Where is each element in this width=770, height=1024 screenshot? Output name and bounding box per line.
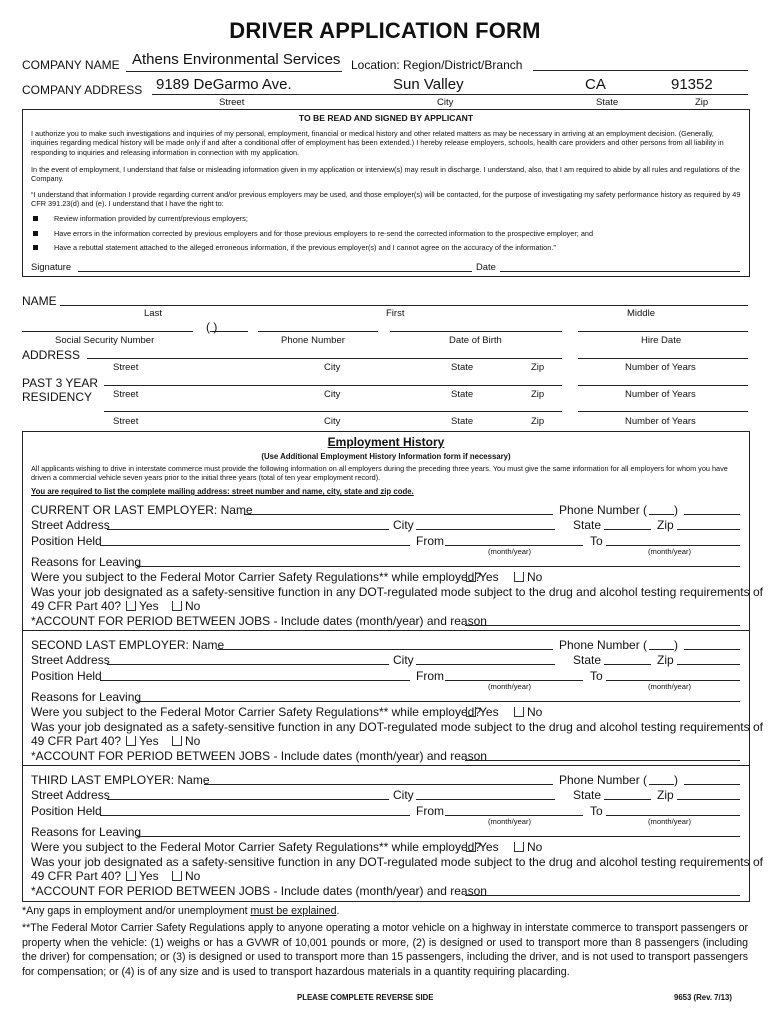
- dot-question-line-2: 49 CFR Part 40?: [31, 734, 122, 748]
- employer-state-label: State: [573, 518, 602, 532]
- zip-caption: Zip: [695, 97, 709, 108]
- account-period-field[interactable]: [465, 760, 740, 761]
- employment-required-note: You are required to list the complete mailing address: street number and name, city, state and zip code.: [31, 487, 414, 496]
- employer-city-field[interactable]: [416, 529, 555, 530]
- fmcsr-no-option[interactable]: [514, 705, 542, 719]
- company-name-value: Athens Environmental Services: [132, 51, 341, 68]
- account-period-field[interactable]: [465, 895, 740, 896]
- employer-position-field[interactable]: [100, 545, 410, 546]
- past-years-1-field[interactable]: [578, 385, 748, 386]
- zip-caption: Zip: [531, 362, 545, 373]
- employer-phone-field[interactable]: [684, 649, 740, 650]
- employer-divider: [22, 765, 749, 766]
- employer-street-field[interactable]: [107, 799, 389, 800]
- yes-label: Yes: [139, 869, 159, 883]
- dot-yes-option[interactable]: [126, 869, 159, 883]
- employer-name-label: THIRD LAST EMPLOYER: Name: [31, 773, 210, 787]
- employer-from-field[interactable]: [445, 545, 583, 546]
- middle-caption: Middle: [627, 308, 655, 319]
- checkbox-icon[interactable]: [466, 707, 476, 717]
- company-zip-value: 91352: [671, 76, 713, 93]
- reasons-label: Reasons for Leaving: [31, 825, 142, 839]
- to-monthyear-caption: (month/year): [648, 817, 692, 826]
- street-caption: Street: [219, 97, 245, 108]
- employer-from-label: From: [416, 534, 444, 548]
- employer-zip-field[interactable]: [677, 799, 740, 800]
- checkbox-icon[interactable]: [172, 736, 182, 746]
- employment-subheading: (Use Additional Employment History Information form if necessary): [261, 452, 511, 461]
- zip-caption: Zip: [531, 389, 545, 400]
- reasons-field[interactable]: [137, 701, 740, 702]
- reverse-side-note: PLEASE COMPLETE REVERSE SIDE: [297, 993, 434, 1002]
- company-address-label: COMPANY ADDRESS: [22, 83, 143, 97]
- street-caption: Street: [113, 416, 139, 427]
- yes-label: Yes: [479, 705, 499, 719]
- dot-question-line-2: 49 CFR Part 40?: [31, 869, 122, 883]
- checkbox-icon[interactable]: [172, 871, 182, 881]
- consent-paragraph-3: “I understand that information I provide regarding current and/or previous employers may be used, and those employer(s) will be contacted, for the purpose of investigating my safety performance history as required by 49 CFR 391.23(d) and (e). I understand that I have the right to:: [31, 190, 741, 209]
- signature-label: Signature: [31, 261, 72, 272]
- employer-to-label: To: [590, 804, 603, 818]
- gaps-note-emphasis: must be explained: [250, 905, 337, 917]
- checkbox-icon[interactable]: [126, 601, 136, 611]
- employer-area-code-field[interactable]: [649, 514, 674, 515]
- city-caption: City: [324, 362, 341, 373]
- company-state-value: CA: [585, 76, 606, 93]
- employer-street-field[interactable]: [107, 664, 389, 665]
- employer-phone-close: ): [674, 503, 678, 517]
- employer-phone-label: Phone Number (: [559, 773, 648, 787]
- street-caption: Street: [113, 362, 139, 373]
- no-label: No: [527, 705, 543, 719]
- consent-right-2: Have errors in the information corrected by previous employers and for those previous employers to re-send the corrected information to the prospective employer; and: [54, 229, 594, 238]
- ssn-field[interactable]: [22, 331, 193, 332]
- address-field[interactable]: [87, 358, 562, 359]
- employer-zip-label: Zip: [657, 788, 674, 802]
- employer-phone-close: ): [674, 638, 678, 652]
- employer-zip-field[interactable]: [677, 529, 740, 530]
- company-name-label: COMPANY NAME: [22, 58, 120, 72]
- account-period-label: *ACCOUNT FOR PERIOD BETWEEN JOBS - Include dates (month/year) and reason: [31, 614, 487, 628]
- dot-no-option[interactable]: [172, 734, 200, 748]
- no-label: No: [527, 570, 543, 584]
- account-period-label: *ACCOUNT FOR PERIOD BETWEEN JOBS - Include dates (month/year) and reason: [31, 749, 487, 763]
- checkbox-icon[interactable]: [514, 842, 524, 852]
- reasons-label: Reasons for Leaving: [31, 690, 142, 704]
- location-label: Location: Region/District/Branch: [351, 58, 523, 72]
- dot-question-line-2: 49 CFR Part 40?: [31, 599, 122, 613]
- employer-position-label: Position Held: [31, 534, 102, 548]
- employer-state-label: State: [573, 653, 602, 667]
- employer-state-field[interactable]: [604, 799, 651, 800]
- checkbox-icon[interactable]: [514, 707, 524, 717]
- no-label: No: [527, 840, 543, 854]
- city-caption: City: [437, 97, 454, 108]
- employer-zip-field[interactable]: [677, 664, 740, 665]
- date-label: Date: [476, 261, 496, 272]
- consent-paragraph-2: In the event of employment, I understand that false or misleading information given in my application or interview(s) may result in discharge. I understand, also, that I am required to abide by all rules and regulations of the Company.: [31, 165, 740, 184]
- fmcsr-yes-option[interactable]: [466, 570, 499, 584]
- fmcsr-question: Were you subject to the Federal Motor Carrier Safety Regulations** while employed?: [31, 840, 481, 854]
- bullet-icon: [33, 231, 38, 236]
- employer-name-label: SECOND LAST EMPLOYER: Name: [31, 638, 225, 652]
- employer-name-field[interactable]: [244, 514, 553, 515]
- street-caption: Street: [113, 389, 139, 400]
- employer-city-label: City: [393, 788, 414, 802]
- from-monthyear-caption: (month/year): [488, 547, 532, 556]
- employer-position-field[interactable]: [100, 680, 410, 681]
- city-caption: City: [324, 389, 341, 400]
- form-number: 9653 (Rev. 7/13): [674, 993, 732, 1002]
- years-caption: Number of Years: [625, 362, 696, 373]
- yes-label: Yes: [479, 570, 499, 584]
- employer-name-label: CURRENT OR LAST EMPLOYER: Name: [31, 503, 253, 517]
- yes-label: Yes: [139, 734, 159, 748]
- employer-phone-field[interactable]: [684, 784, 740, 785]
- checkbox-icon[interactable]: [466, 572, 476, 582]
- gaps-note-end: .: [336, 905, 340, 917]
- employer-to-field[interactable]: [606, 680, 740, 681]
- employer-area-code-field[interactable]: [649, 649, 674, 650]
- employer-zip-label: Zip: [657, 653, 674, 667]
- no-label: No: [185, 734, 201, 748]
- reasons-field[interactable]: [137, 566, 740, 567]
- past-residency-label-2: RESIDENCY: [22, 390, 93, 404]
- company-street-value: 9189 DeGarmo Ave.: [156, 76, 292, 93]
- state-caption: State: [451, 389, 474, 400]
- employer-to-field[interactable]: [606, 815, 740, 816]
- employer-to-label: To: [590, 669, 603, 683]
- no-label: No: [185, 599, 201, 613]
- gaps-note: [22, 905, 339, 917]
- fmcsr-question: Were you subject to the Federal Motor Carrier Safety Regulations** while employed?: [31, 705, 481, 719]
- dob-caption: Date of Birth: [449, 335, 502, 346]
- employment-intro: All applicants wishing to drive in interstate commerce must provide the following information on all employers during the preceding three years. You must give the same information for all employers for whom you have driven a commercial vehicle seven years prior to the initial three years (total of ten year employment record).: [31, 464, 728, 483]
- employer-city-field[interactable]: [416, 799, 555, 800]
- dot-yes-option[interactable]: [126, 599, 159, 613]
- signature-field[interactable]: [78, 271, 472, 272]
- state-caption: State: [596, 97, 619, 108]
- dot-yes-option[interactable]: [126, 734, 159, 748]
- form-title: DRIVER APPLICATION FORM: [229, 18, 541, 43]
- to-monthyear-caption: (month/year): [648, 682, 692, 691]
- employer-city-field[interactable]: [416, 664, 555, 665]
- dot-no-option[interactable]: [172, 599, 200, 613]
- employer-state-field[interactable]: [604, 529, 651, 530]
- account-period-field[interactable]: [465, 625, 740, 626]
- phone-field[interactable]: [258, 331, 378, 332]
- employer-divider: [22, 630, 749, 631]
- employer-zip-label: Zip: [657, 518, 674, 532]
- consent-heading: TO BE READ AND SIGNED BY APPLICANT: [298, 113, 474, 123]
- employer-phone-close: ): [674, 773, 678, 787]
- company-name-field[interactable]: [126, 71, 342, 72]
- fmcsr-yes-option[interactable]: [466, 705, 499, 719]
- state-caption: State: [451, 362, 474, 373]
- date-field[interactable]: [500, 271, 740, 272]
- bullet-icon: [33, 245, 38, 250]
- checkbox-icon[interactable]: [126, 871, 136, 881]
- employer-phone-label: Phone Number (: [559, 503, 648, 517]
- checkbox-icon[interactable]: [514, 572, 524, 582]
- first-caption: First: [386, 308, 405, 319]
- area-code-field[interactable]: [210, 331, 248, 332]
- employer-name-field[interactable]: [204, 784, 553, 785]
- state-caption: State: [451, 416, 474, 427]
- address-label: ADDRESS: [22, 348, 81, 362]
- employer-phone-field[interactable]: [684, 514, 740, 515]
- phone-caption: Phone Number: [281, 335, 345, 346]
- from-monthyear-caption: (month/year): [488, 682, 532, 691]
- consent-paragraph-1: I authorize you to make such investigations and inquiries of my personal, employment, financial or medical history and other related matters as may be necessary in arriving at an employment decision. (Generally, inquiries regarding medical history will be made only if and after a conditional offer of employment has been extended.) I hereby release employers, schools, health care providers and other persons from all liability in responding to inquiries and releasing information in connection with my application.: [31, 129, 724, 157]
- consent-right-1: Review information provided by current/previous employers;: [54, 214, 248, 223]
- employer-street-label: Street Address: [31, 788, 110, 802]
- yes-label: Yes: [139, 599, 159, 613]
- employer-state-field[interactable]: [604, 664, 651, 665]
- checkbox-icon[interactable]: [126, 736, 136, 746]
- dot-no-option[interactable]: [172, 869, 200, 883]
- dot-question-line-1: Was your job designated as a safety-sensitive function in any DOT-regulated mode subject to the drug and alcohol testing requirements of: [31, 585, 763, 599]
- checkbox-icon[interactable]: [466, 842, 476, 852]
- employer-position-label: Position Held: [31, 804, 102, 818]
- employment-heading: Employment History: [327, 435, 445, 449]
- hire-date-field[interactable]: [578, 331, 748, 332]
- employer-city-label: City: [393, 653, 414, 667]
- fmcsr-footnote: **The Federal Motor Carrier Safety Regulations apply to anyone operating a motor vehicle on a highway in interstate commerce to transport passengers or property when the vehicle: (1) weighs or has a GVWR of 10,001 pounds or more, (2) is designed or used to transport more than 8 passengers (including the driver) for compensation; or (3) is designed or used to transport more than 15 passengers, including the driver, and is not used to transport passengers for compensation; or (4) is of any size and is used to transport hazardous materials in a quantity requiring placarding.: [22, 922, 748, 978]
- name-label: NAME: [22, 294, 57, 308]
- employer-to-field[interactable]: [606, 545, 740, 546]
- no-label: No: [185, 869, 201, 883]
- employer-street-field[interactable]: [107, 529, 389, 530]
- bullet-icon: [33, 216, 38, 221]
- years-caption: Number of Years: [625, 389, 696, 400]
- employer-area-code-field[interactable]: [649, 784, 674, 785]
- fmcsr-no-option[interactable]: [514, 840, 542, 854]
- address-years-field[interactable]: [578, 358, 748, 359]
- fmcsr-yes-option[interactable]: [466, 840, 499, 854]
- employer-city-label: City: [393, 518, 414, 532]
- past-address-2-field[interactable]: [104, 411, 562, 412]
- applicant-name-field[interactable]: [60, 305, 748, 306]
- zip-caption: Zip: [531, 416, 545, 427]
- company-city-value: Sun Valley: [393, 76, 464, 93]
- past-address-1-field[interactable]: [104, 385, 562, 386]
- ssn-caption: Social Security Number: [55, 335, 155, 346]
- employer-street-label: Street Address: [31, 518, 110, 532]
- employer-street-label: Street Address: [31, 653, 110, 667]
- employer-phone-label: Phone Number (: [559, 638, 648, 652]
- years-caption: Number of Years: [625, 416, 696, 427]
- dot-question-line-1: Was your job designated as a safety-sensitive function in any DOT-regulated mode subject to the drug and alcohol testing requirements of: [31, 855, 763, 869]
- employer-from-field[interactable]: [445, 680, 583, 681]
- employer-position-label: Position Held: [31, 669, 102, 683]
- past-years-2-field[interactable]: [578, 411, 748, 412]
- past-residency-label-1: PAST 3 YEAR: [22, 376, 99, 390]
- reasons-field[interactable]: [137, 836, 740, 837]
- location-field[interactable]: [533, 70, 748, 71]
- to-monthyear-caption: (month/year): [648, 547, 692, 556]
- checkbox-icon[interactable]: [172, 601, 182, 611]
- dot-question-line-1: Was your job designated as a safety-sensitive function in any DOT-regulated mode subject to the drug and alcohol testing requirements of: [31, 720, 763, 734]
- last-caption: Last: [144, 308, 162, 319]
- employer-position-field[interactable]: [100, 815, 410, 816]
- employer-from-label: From: [416, 669, 444, 683]
- yes-label: Yes: [479, 840, 499, 854]
- employer-from-label: From: [416, 804, 444, 818]
- employer-name-field[interactable]: [217, 649, 553, 650]
- fmcsr-no-option[interactable]: [514, 570, 542, 584]
- dob-field[interactable]: [390, 331, 562, 332]
- gaps-note-text: *Any gaps in employment and/or unemployment: [22, 905, 251, 917]
- account-period-label: *ACCOUNT FOR PERIOD BETWEEN JOBS - Include dates (month/year) and reason: [31, 884, 487, 898]
- phone-area-code: ( ): [206, 320, 218, 334]
- fmcsr-question: Were you subject to the Federal Motor Carrier Safety Regulations** while employed?: [31, 570, 481, 584]
- hire-date-caption: Hire Date: [641, 335, 682, 346]
- employer-to-label: To: [590, 534, 603, 548]
- employer-state-label: State: [573, 788, 602, 802]
- consent-right-3: Have a rebuttal statement attached to the alleged erroneous information, if the previous employer(s) and I cannot agree on the accuracy of the information.”: [54, 243, 556, 252]
- city-caption: City: [324, 416, 341, 427]
- employer-from-field[interactable]: [445, 815, 583, 816]
- company-address-field[interactable]: [152, 94, 748, 95]
- from-monthyear-caption: (month/year): [488, 817, 532, 826]
- reasons-label: Reasons for Leaving: [31, 555, 142, 569]
